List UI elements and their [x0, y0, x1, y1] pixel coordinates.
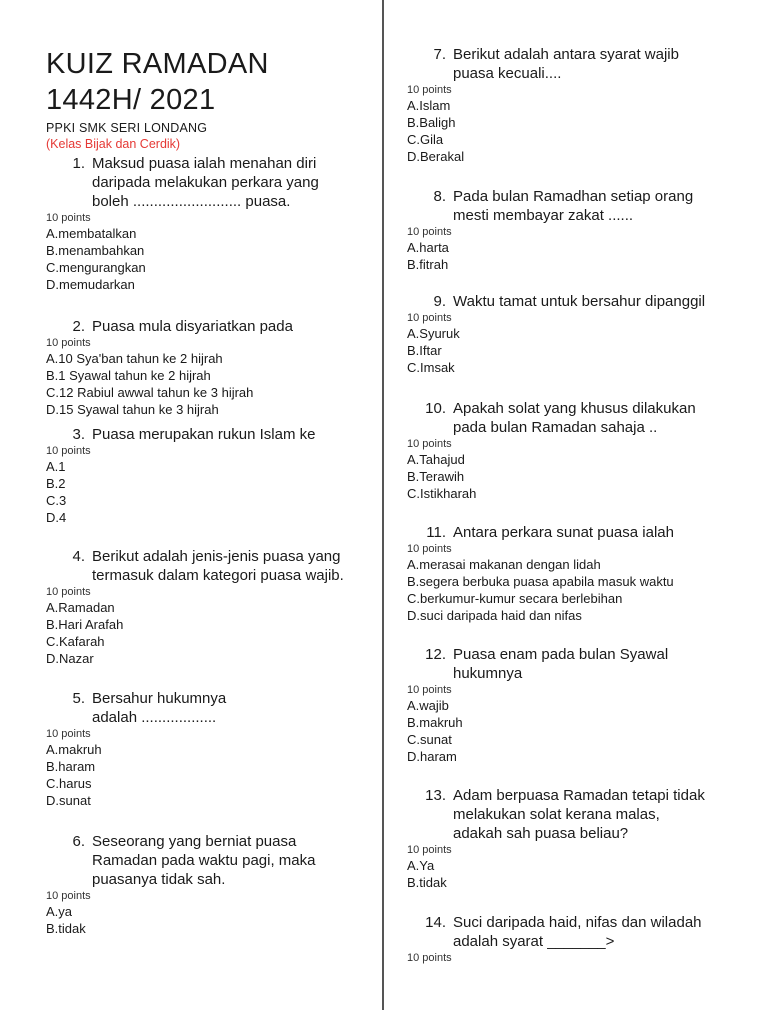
question-header [407, 399, 737, 437]
answer-options [407, 239, 737, 273]
answer-option[interactable]: A.wajib [407, 698, 449, 713]
question-number: 4. [72, 548, 85, 565]
answer-option[interactable]: B.fitrah [407, 257, 449, 272]
question-header [46, 425, 366, 444]
answer-options [407, 451, 737, 502]
answer-option[interactable]: D.memudarkan [46, 277, 135, 292]
answer-option[interactable]: B.tidak [46, 921, 86, 936]
answer-option[interactable]: B.1 Syawal tahun ke 2 hijrah [46, 368, 211, 383]
question-header [46, 547, 366, 585]
answer-options [46, 599, 366, 667]
question-number: 3. [72, 426, 85, 443]
answer-options [46, 350, 366, 418]
answer-option[interactable]: D.Berakal [407, 149, 465, 164]
answer-option[interactable]: A.merasai makanan dengan lidah [407, 557, 601, 572]
question-header [407, 523, 737, 542]
question-number: 10. [425, 400, 446, 417]
answer-options [46, 458, 366, 526]
question-11 [407, 523, 737, 624]
answer-options [407, 556, 737, 624]
question-text: Adam berpuasa Ramadan tetapi tidak melakukan solat kerana malas, adakah sah puasa beliau? [453, 787, 705, 842]
question-header [407, 187, 737, 225]
answer-option[interactable]: C.Imsak [407, 360, 455, 375]
answer-option[interactable]: A.ya [46, 904, 73, 919]
question-number: 8. [433, 188, 446, 205]
question-text: Berikut adalah antara syarat wajib puasa kecuali.... [453, 46, 679, 82]
question-text: Suci daripada haid, nifas dan wiladah adalah syarat _______> [453, 914, 702, 950]
question-points: 10 points [46, 728, 91, 740]
question-points: 10 points [407, 684, 452, 696]
answer-option[interactable]: D.Nazar [46, 651, 94, 666]
question-text: Antara perkara sunat puasa ialah [453, 524, 674, 541]
answer-options [407, 325, 737, 376]
question-number: 14. [425, 914, 446, 931]
question-header [407, 786, 737, 843]
question-points: 10 points [46, 337, 91, 349]
answer-option[interactable]: A.Ramadan [46, 600, 115, 615]
question-5 [46, 689, 366, 809]
answer-option[interactable]: A.harta [407, 240, 449, 255]
question-text: Puasa enam pada bulan Syawal hukumnya [453, 646, 669, 682]
answer-option[interactable]: D.sunat [46, 793, 91, 808]
answer-options [46, 225, 366, 293]
answer-option[interactable]: C.3 [46, 493, 67, 508]
answer-option[interactable]: B.haram [46, 759, 96, 774]
question-text: Berikut adalah jenis-jenis puasa yang termasuk dalam kategori puasa wajib. [92, 548, 344, 584]
question-points: 10 points [407, 226, 452, 238]
question-text: Waktu tamat untuk bersahur dipanggil [453, 293, 706, 310]
answer-option[interactable]: D.4 [46, 510, 67, 525]
school-name: PPKI SMK SERI LONDANG [46, 121, 208, 135]
answer-option[interactable]: B.Terawih [407, 469, 465, 484]
answer-option[interactable]: C.berkumur-kumur secara berlebihan [407, 591, 623, 606]
answer-option[interactable]: A.1 [46, 459, 66, 474]
question-header [46, 832, 366, 889]
question-10 [407, 399, 737, 502]
question-number: 1. [72, 155, 85, 172]
quiz-title-line-1: KUIZ RAMADAN [46, 48, 269, 80]
question-7 [407, 45, 737, 165]
question-points: 10 points [407, 543, 452, 555]
question-points: 10 points [46, 212, 91, 224]
answer-option[interactable]: A.Islam [407, 98, 451, 113]
question-1 [46, 154, 366, 293]
question-header [46, 154, 366, 211]
question-points: 10 points [407, 438, 452, 450]
question-number: 13. [425, 787, 446, 804]
answer-option[interactable]: A.membatalkan [46, 226, 137, 241]
question-text: Bersahur hukumnya adalah .................. [92, 690, 227, 726]
answer-option[interactable]: C.Istikharah [407, 486, 477, 501]
question-number: 11. [426, 524, 446, 541]
answer-option[interactable]: C.Kafarah [46, 634, 105, 649]
question-3 [46, 425, 366, 526]
question-text: Pada bulan Ramadhan setiap orang mesti membayar zakat ...... [453, 188, 694, 224]
question-number: 9. [433, 293, 446, 310]
question-text: Apakah solat yang khusus dilakukan pada bulan Ramadan sahaja .. [453, 400, 696, 436]
answer-option[interactable]: B.menambahkan [46, 243, 145, 258]
question-text: Seseorang yang berniat puasa Ramadan pada waktu pagi, maka puasanya tidak sah. [92, 833, 316, 888]
question-points: 10 points [407, 312, 452, 324]
question-12 [407, 645, 737, 765]
question-number: 2. [72, 318, 85, 335]
answer-option[interactable]: B.2 [46, 476, 66, 491]
question-text: Puasa merupakan rukun Islam ke [92, 426, 316, 443]
answer-option[interactable]: C.sunat [407, 732, 452, 747]
answer-option[interactable]: A.Syuruk [407, 326, 460, 341]
answer-option[interactable]: D.suci daripada haid dan nifas [407, 608, 582, 623]
question-number: 12. [425, 646, 446, 663]
question-points: 10 points [46, 890, 91, 902]
answer-option[interactable]: C.harus [46, 776, 92, 791]
answer-option[interactable]: C.mengurangkan [46, 260, 146, 275]
answer-option[interactable]: B.makruh [407, 715, 463, 730]
quiz-title [46, 46, 366, 118]
answer-option[interactable]: A.Ya [407, 858, 435, 873]
question-9 [407, 292, 737, 376]
answer-option[interactable]: B.Iftar [407, 343, 442, 358]
answer-options [407, 857, 737, 891]
question-number: 6. [72, 833, 85, 850]
question-points: 10 points [46, 445, 91, 457]
quiz-title-line-2: 1442H/ 2021 [46, 84, 216, 116]
question-points: 10 points [407, 952, 452, 964]
question-14 [407, 913, 737, 965]
class-note: (Kelas Bijak dan Cerdik) [46, 137, 181, 151]
question-header [407, 45, 737, 83]
answer-option[interactable]: A.Tahajud [407, 452, 465, 467]
question-8 [407, 187, 737, 273]
answer-options [407, 697, 737, 765]
answer-options [46, 903, 366, 937]
question-2 [46, 317, 366, 418]
question-header [407, 645, 737, 683]
question-header [407, 913, 737, 951]
question-13 [407, 786, 737, 891]
question-4 [46, 547, 366, 667]
question-points: 10 points [46, 586, 91, 598]
question-number: 5. [72, 690, 85, 707]
question-number: 7. [433, 46, 446, 63]
question-header [46, 317, 366, 336]
answer-option[interactable]: A.10 Sya'ban tahun ke 2 hijrah [46, 351, 223, 366]
question-points: 10 points [407, 84, 452, 96]
answer-option[interactable]: D.haram [407, 749, 457, 764]
answer-option[interactable]: C.Gila [407, 132, 444, 147]
answer-options [46, 741, 366, 809]
answer-options [407, 97, 737, 165]
question-points: 10 points [407, 844, 452, 856]
question-header [407, 292, 737, 311]
answer-option[interactable]: C.12 Rabiul awwal tahun ke 3 hijrah [46, 385, 254, 400]
answer-option[interactable]: D.15 Syawal tahun ke 3 hijrah [46, 402, 219, 417]
question-6 [46, 832, 366, 937]
question-text: Puasa mula disyariatkan pada [92, 318, 293, 335]
answer-option[interactable]: B.segera berbuka puasa apabila masuk waktu [407, 574, 674, 589]
question-text: Maksud puasa ialah menahan diri daripada melakukan perkara yang boleh .......................... puasa. [92, 155, 319, 210]
answer-option[interactable]: A.makruh [46, 742, 102, 757]
answer-option[interactable]: B.Baligh [407, 115, 456, 130]
answer-option[interactable]: B.Hari Arafah [46, 617, 124, 632]
question-header [46, 689, 366, 727]
column-divider [382, 0, 384, 1010]
answer-option[interactable]: B.tidak [407, 875, 447, 890]
